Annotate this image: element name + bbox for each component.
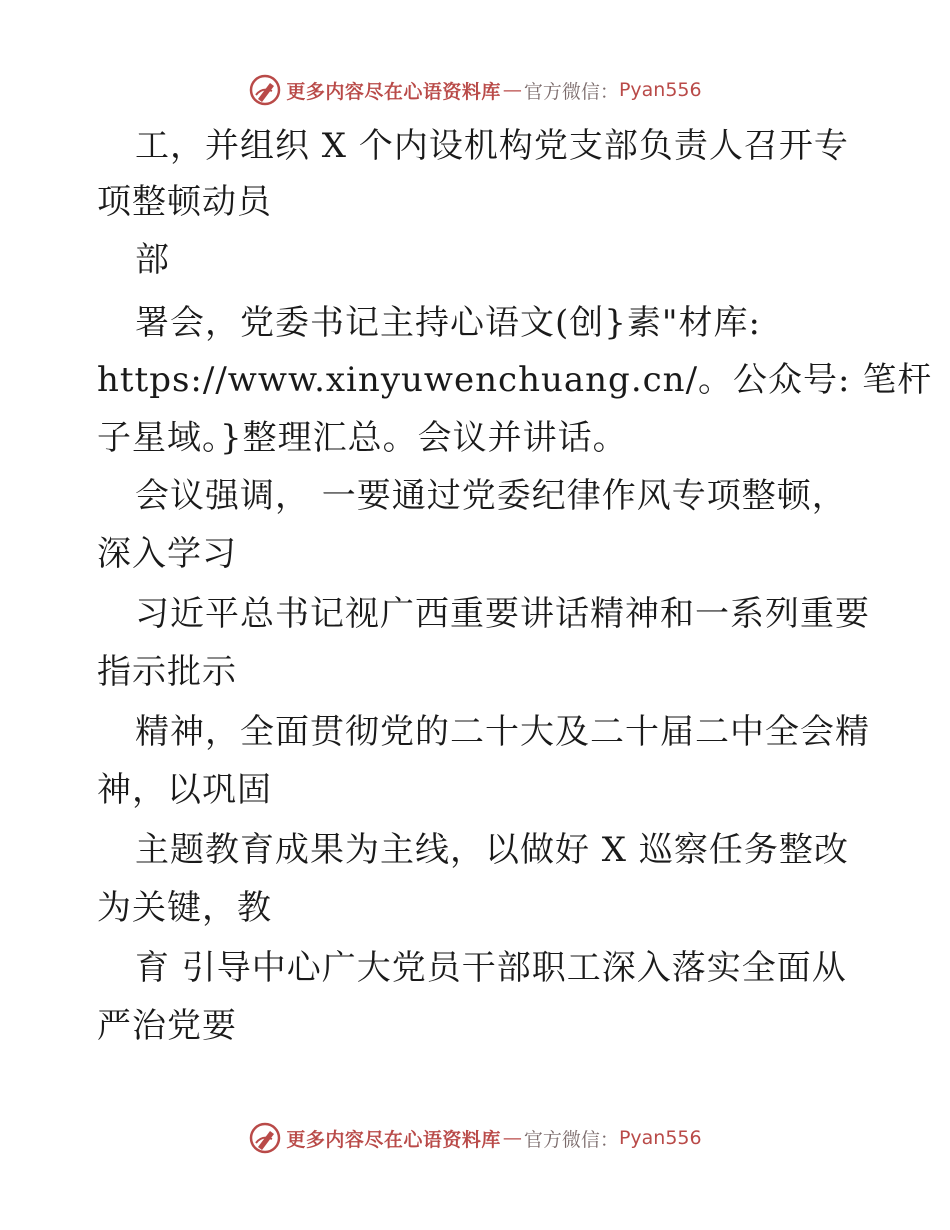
banner-wechat-id: Pyan556 — [618, 79, 702, 101]
body-line: 为关键，教 — [97, 888, 272, 928]
banner-wechat-label: 官方微信： — [523, 1128, 619, 1151]
banner-main-text: 更多内容尽在心语资料库 — [286, 80, 501, 103]
banner-dash: — — [502, 79, 522, 101]
body-line: 深入学习 — [97, 534, 237, 574]
body-line: 会议强调， 一要通过党委纪律作风专项整顿， — [135, 476, 847, 516]
body-line: 署会，党委书记主持心语文(创}素"材库: — [135, 303, 761, 343]
body-line: 部 — [135, 240, 170, 280]
footer-banner — [0, 1118, 950, 1158]
body-line: 子星域。}整理汇总。会议并讲话。 — [97, 418, 628, 458]
body-line: 工，并组织 X 个内设机构党支部负责人召开专 — [135, 126, 849, 166]
body-line: 主题教育成果为主线，以做好 X 巡察任务整改 — [135, 830, 849, 870]
banner-dash: — — [502, 1127, 522, 1149]
banner-main-text: 更多内容尽在心语资料库 — [286, 1128, 501, 1151]
pen-logo-icon — [248, 1121, 282, 1155]
body-line: 项整顿动员 — [97, 182, 272, 222]
body-line: 精神，全面贯彻党的二十大及二十届二中全会精 — [135, 712, 870, 752]
pen-logo-icon — [248, 73, 282, 107]
body-line: 神，以巩固 — [97, 770, 272, 810]
body-line: 习近平总书记视广西重要讲话精神和一系列重要 — [135, 594, 870, 634]
body-line: 指示批示 — [97, 652, 237, 692]
header-banner — [0, 70, 950, 110]
body-line: https://www.xinyuwenchuang.cn/。公众号: 笔杆 — [97, 360, 933, 400]
body-line: 育 引导中心广大党员干部职工深入落实全面从 — [135, 948, 847, 988]
banner-wechat-id: Pyan556 — [618, 1127, 702, 1149]
body-line: 严治党要 — [97, 1006, 237, 1046]
banner-wechat-label: 官方微信： — [523, 80, 619, 103]
